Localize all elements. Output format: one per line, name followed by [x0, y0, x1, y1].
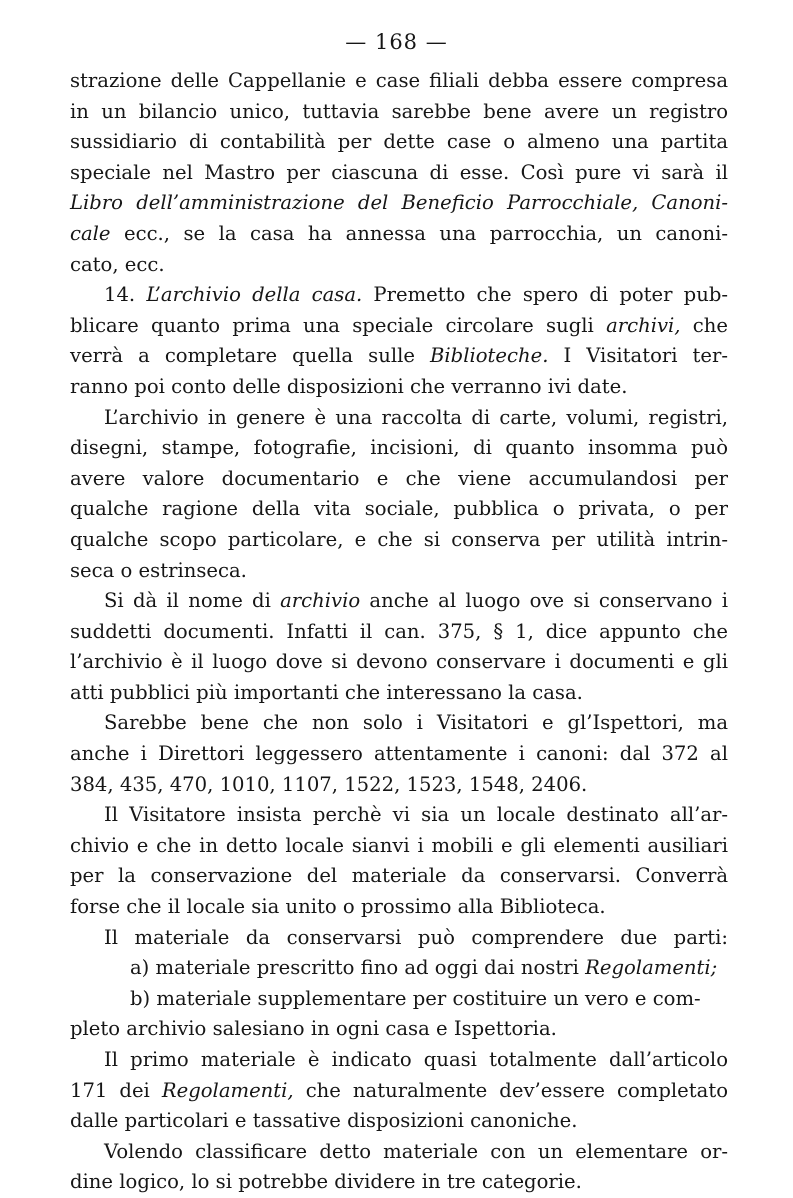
text-run: Volendo classificare detto materiale con un elementare or-	[104, 1139, 728, 1163]
italic-text: archivi,	[606, 313, 681, 337]
text-line	[70, 494, 728, 525]
text-run: seca o estrinseca.	[70, 558, 247, 582]
text-line	[70, 984, 728, 1015]
text-run: chivio e che in detto locale sianvi i mobili e gli elementi ausiliari	[70, 833, 728, 857]
text-line	[70, 250, 728, 281]
text-run: qualche ragione della vita sociale, pubblica o privata, o per	[70, 497, 728, 521]
text-line	[70, 525, 728, 556]
text-run: ecc., se la casa ha annessa una parrocchia, un canoni-	[110, 221, 728, 245]
text-line	[70, 556, 728, 587]
text-run: pleto archivio salesiano in ogni casa e Ispettoria.	[70, 1017, 557, 1041]
text-line	[70, 1137, 728, 1168]
text-line	[70, 617, 728, 648]
text-line	[70, 280, 728, 311]
text-run: Premetto che spero di poter pub-	[362, 283, 729, 307]
text-run: ranno poi conto delle disposizioni che verranno ivi date.	[70, 374, 628, 398]
text-run: disegni, stampe, fotografie, incisioni, di quanto insomma può	[70, 436, 728, 460]
text-run: dalle particolari e tassative disposizioni canoniche.	[70, 1109, 578, 1133]
text-line	[70, 1076, 728, 1107]
italic-text: archivio	[280, 589, 361, 613]
text-run: in un bilancio unico, tuttavia sarebbe bene avere un registro	[70, 99, 728, 123]
italic-text: Regolamenti;	[585, 956, 718, 980]
text-run: anche al luogo ove si conservano i	[360, 589, 728, 613]
text-run: strazione delle Cappellanie e case filiali debba essere compresa	[70, 69, 728, 92]
text-run: 14.	[104, 283, 147, 307]
body-text	[70, 66, 728, 1198]
text-line	[70, 464, 728, 495]
page-number: — 168 —	[345, 30, 448, 54]
italic-text: L’archivio della casa.	[146, 283, 363, 307]
text-run: anche i Direttori leggessero attentamente i canoni: dal 372 al	[70, 742, 728, 766]
italic-text: cale	[70, 221, 111, 245]
text-run: Il primo materiale è indicato quasi totalmente dall’articolo	[104, 1048, 728, 1071]
text-line	[70, 861, 728, 892]
text-run: 384, 435, 470, 1010, 1107, 1522, 1523, 1548, 2406.	[70, 772, 588, 796]
text-line	[70, 127, 728, 158]
text-line	[70, 647, 728, 678]
text-run: sussidiario di contabilità per dette case o almeno una partita	[70, 130, 728, 154]
text-line	[70, 188, 728, 219]
text-line	[70, 158, 728, 189]
text-run: che naturalmente dev’essere completato	[293, 1078, 729, 1102]
text-run: Sarebbe bene che non solo i Visitatori e gl’Ispettori, ma	[104, 711, 728, 735]
text-run: verrà a completare quella sulle	[70, 344, 430, 368]
text-line	[70, 1106, 728, 1137]
text-line	[70, 341, 728, 372]
text-line	[70, 953, 728, 984]
text-line	[70, 739, 728, 770]
text-line	[70, 1045, 728, 1076]
text-run: suddetti documenti. Infatti il can. 375, § 1, dice appunto che	[70, 619, 728, 643]
text-line	[70, 1014, 728, 1045]
text-run: blicare quanto prima una speciale circolare sugli	[70, 313, 607, 337]
text-run: a) materiale prescritto fino ad oggi dai nostri	[130, 956, 586, 980]
text-run: qualche scopo particolare, e che si conserva per utilità intrin-	[70, 527, 728, 551]
text-line	[70, 708, 728, 739]
text-run: b) materiale supplementare per costituire un vero e com-	[130, 986, 701, 1010]
text-run: l’archivio è il luogo dove si devono conservare i documenti e gli	[70, 650, 728, 674]
text-run: Il Visitatore insista perchè vi sia un locale destinato all’ar-	[104, 803, 728, 827]
text-line	[70, 372, 728, 403]
text-run: per la conservazione del materiale da conservarsi. Converrà	[70, 864, 728, 888]
text-line	[70, 311, 728, 342]
text-line	[70, 831, 728, 862]
text-run: dine logico, lo si potrebbe dividere in tre categorie.	[70, 1170, 582, 1194]
text-run: I Visitatori ter-	[548, 344, 728, 368]
text-line	[70, 678, 728, 709]
text-run: avere valore documentario e che viene accumulandosi per	[70, 466, 728, 490]
text-run: Il materiale da conservarsi può comprendere due parti:	[104, 925, 728, 949]
text-line	[70, 800, 728, 831]
text-run: Si dà il nome di	[104, 589, 281, 613]
italic-text: Libro dell’amministrazione del Beneficio Parrocchiale, Canoni-	[70, 191, 728, 215]
text-run: L’archivio in genere è una raccolta di carte, volumi, registri,	[104, 405, 728, 429]
text-line	[70, 586, 728, 617]
text-line	[70, 403, 728, 434]
text-line	[70, 219, 728, 250]
text-line	[70, 923, 728, 954]
text-line	[70, 770, 728, 801]
text-run: cato, ecc.	[70, 252, 165, 276]
italic-text: Regolamenti,	[161, 1078, 294, 1102]
italic-text: Biblioteche.	[430, 344, 549, 368]
text-line	[70, 97, 728, 128]
text-run: che	[680, 313, 729, 337]
text-run: 171 dei	[70, 1078, 162, 1102]
text-line	[70, 1167, 728, 1198]
text-run: speciale nel Mastro per ciascuna di esse. Così pure vi sarà il	[70, 160, 728, 184]
text-line	[70, 433, 728, 464]
text-run: atti pubblici più importanti che interessano la casa.	[70, 680, 583, 704]
text-line	[70, 892, 728, 923]
text-run: forse che il locale sia unito o prossimo alla Biblioteca.	[70, 895, 606, 919]
text-line	[70, 66, 728, 97]
